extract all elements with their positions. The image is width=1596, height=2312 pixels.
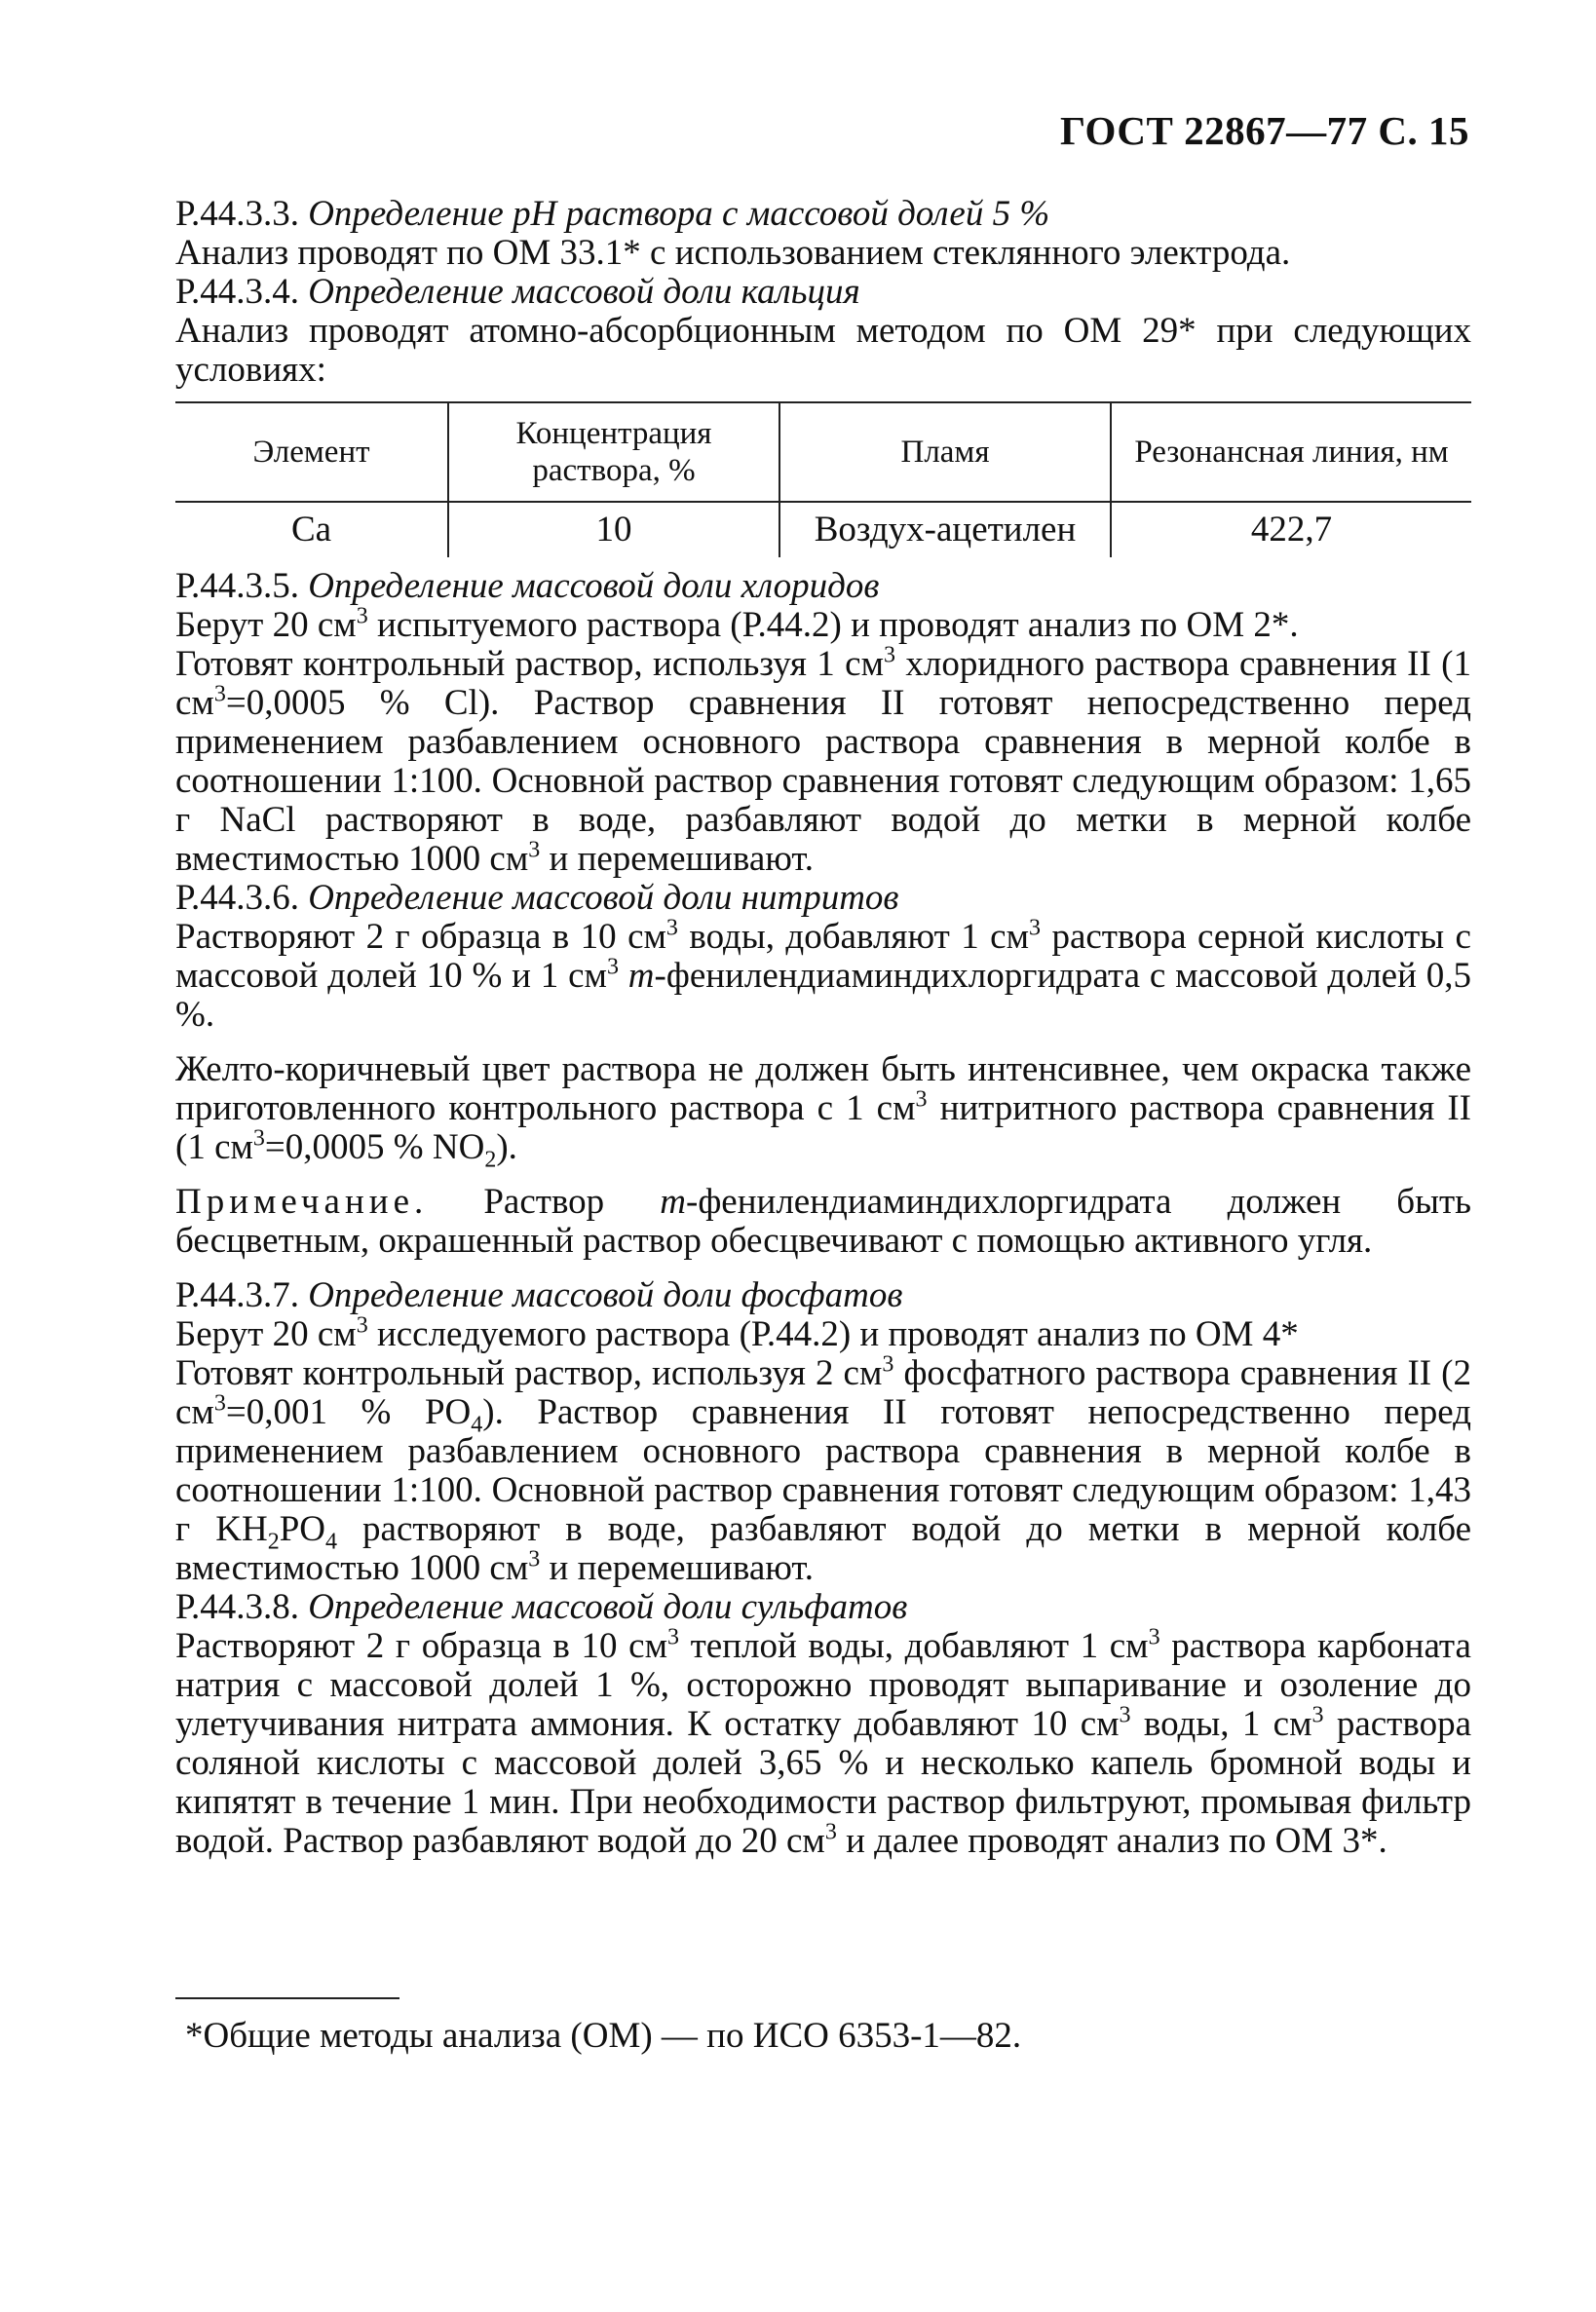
paragraph: Желто-коричневый цвет раствора не должен быть интенсивнее, чем окраска также приготовленного контрольного раствора с 1 $см^3$ нитритного раствора сравнения II (1 $см^3=0,0005$ % $NO_2$). <box>175 1049 1472 1173</box>
table-header-cell: Пламя <box>779 402 1111 502</box>
section-number: Р.44.3.7. <box>175 1275 299 1315</box>
section-heading-nitrites <box>175 879 1471 918</box>
conditions-table <box>175 401 1471 557</box>
section-heading-pH <box>175 195 1471 234</box>
table-cell: 10 <box>448 502 779 557</box>
section-number: Р.44.3.3. <box>175 194 299 234</box>
table-header-cell: Концентрация раствора, % <box>448 402 779 502</box>
section-title: Определение массовой доли хлоридов <box>308 566 880 606</box>
section-title: Определение массовой доли фосфатов <box>308 1275 903 1315</box>
footnote-divider <box>175 1997 399 1999</box>
page-header: ГОСТ 22867—77 С. 15 <box>1059 108 1469 153</box>
page-content <box>175 195 1471 1861</box>
table-cell: 422,7 <box>1111 502 1471 557</box>
section-heading-sulfates <box>175 1588 1471 1627</box>
section-title: Определение массовой доли кальция <box>308 272 860 312</box>
section-title: Определение массовой доли нитритов <box>308 878 899 918</box>
section-title: Определение массовой доли сульфатов <box>308 1587 908 1627</box>
section-number: Р.44.3.4. <box>175 272 299 312</box>
table-row <box>175 502 1471 557</box>
paragraph: Берут 20 $см^3$ испытуемого раствора (Р.44.2) и проводят анализ по ОМ 2*. <box>175 603 1299 645</box>
paragraph: Растворяют 2 г образца в 10 $см^3$ теплой воды, добавляют 1 $см^3$ раствора карбоната натрия с массовой долей 1 %, осторожно проводят выпаривание и озоление до улетучивания нитрата аммония. К остатку добавляют 10 $см^3$ воды, 1 $см^3$ раствора соляной кислоты с массовой долей 3,65 % и несколько капель бромной воды и кипятят в течение 1 мин. При необходимости раствор фильтруют, промывая фильтр водой. Раствор разбавляют водой до 20 $см^3$ и далее проводят анализ по ОМ 3*. <box>175 1624 1471 1861</box>
section-number: Р.44.3.8. <box>175 1587 299 1627</box>
table-cell: Ca <box>290 510 332 550</box>
section-heading-phosphates <box>175 1276 1471 1315</box>
note-label: Примечание. <box>175 1182 429 1222</box>
table-header-row <box>175 402 1471 502</box>
table-header-cell: Элемент <box>252 435 370 470</box>
paragraph: Готовят контрольный раствор, используя 1 $см^3$ хлоридного раствора сравнения II (1 $см^3=0,0005$ % Cl). Раствор сравнения II готовят непосредственно перед применением разбавлением основного раствора сравнения в мерной колбе в соотношении 1:100. Основной раствор сравнения готовят следующим образом: 1,65 г NaCl растворяют в воде, разбавляют водой до метки в мерной колбе вместимостью 1000 $см^3$ и перемешивают. <box>175 642 1471 879</box>
footnote: *Общие методы анализа (ОМ) — по ИСО 6353-1—82. <box>185 2016 1022 2056</box>
paragraph: Анализ проводят атомно-абсорбционным методом по ОМ 29* при следующих условиях: <box>175 311 1471 390</box>
table-cell: Воздух-ацетилен <box>779 502 1111 557</box>
paragraph: Берут 20 $см^3$ исследуемого раствора (Р.44.2) и проводят анализ по ОМ 4* <box>175 1312 1299 1354</box>
paragraph: Готовят контрольный раствор, используя 2 $см^3$ фосфатного раствора сравнения II (2 $см^3=0,001$ % $PO_4$). Раствор сравнения II готовят непосредственно перед применением разбавлением основного раствора сравнения в мерной колбе в соотношении 1:100. Основной раствор сравнения готовят следующим образом: 1,43 г $KH_2PO_4$ растворяют в воде, разбавляют водой до метки в мерной колбе вместимостью 1000 $см^3$ и перемешивают. <box>175 1351 1471 1588</box>
paragraph: Растворяют 2 г образца в 10 $см^3$ воды, добавляют 1 $см^3$ раствора серной кислоты с массовой долей 10 % и 1 $см^3$ m-фенилендиаминдихлоргидрата с массовой долей 0,5 %. <box>175 915 1471 1035</box>
section-number: Р.44.3.5. <box>175 566 299 606</box>
note-paragraph: Примечание. Раствор m-фенилендиаминдихлоргидрата должен быть бесцветным, окрашенный раствор обесцвечивают с помощью активного угля. <box>175 1182 1471 1261</box>
table-header-cell: Резонансная линия, нм <box>1111 402 1471 502</box>
section-number: Р.44.3.6. <box>175 878 299 918</box>
section-heading-calcium <box>175 273 1471 312</box>
section-title: Определение pH раствора с массовой долей 5 % <box>308 194 1050 234</box>
section-heading-chlorides <box>175 567 1471 606</box>
paragraph: Анализ проводят по ОМ 33.1* с использованием стеклянного электрода. <box>175 233 1291 273</box>
